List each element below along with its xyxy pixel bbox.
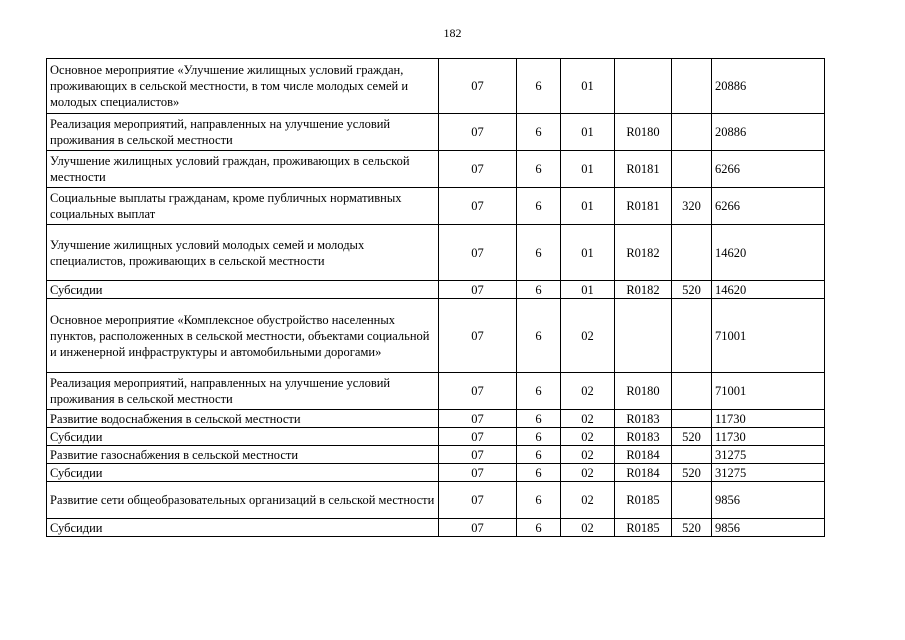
- row-expense-type: [672, 410, 712, 428]
- row-name: Реализация мероприятий, направленных на улучшение условий проживания в сельской местности: [47, 114, 439, 151]
- row-expense-type: 520: [672, 464, 712, 482]
- table-row: [47, 188, 825, 225]
- row-target-code: R0183: [615, 410, 672, 428]
- row-subsection: 6: [517, 151, 561, 188]
- row-amount: 11730: [712, 428, 825, 446]
- row-program: 01: [561, 225, 615, 281]
- row-subsection: 6: [517, 281, 561, 299]
- row-section: 07: [439, 428, 517, 446]
- row-expense-type: [672, 225, 712, 281]
- table-row: [47, 446, 825, 464]
- row-name: Улучшение жилищных условий граждан, проживающих в сельской местности: [47, 151, 439, 188]
- table-row: [47, 281, 825, 299]
- row-section: 07: [439, 410, 517, 428]
- row-amount: 31275: [712, 446, 825, 464]
- row-subsection: 6: [517, 59, 561, 114]
- row-amount: 9856: [712, 519, 825, 537]
- table-row: [47, 482, 825, 519]
- row-expense-type: [672, 299, 712, 373]
- row-section: 07: [439, 114, 517, 151]
- row-amount: 31275: [712, 464, 825, 482]
- row-amount: 71001: [712, 373, 825, 410]
- row-target-code: R0182: [615, 225, 672, 281]
- row-amount: 6266: [712, 151, 825, 188]
- row-program: 01: [561, 151, 615, 188]
- row-name: Субсидии: [47, 464, 439, 482]
- row-subsection: 6: [517, 519, 561, 537]
- row-section: 07: [439, 59, 517, 114]
- row-amount: 9856: [712, 482, 825, 519]
- row-section: 07: [439, 281, 517, 299]
- row-section: 07: [439, 446, 517, 464]
- row-program: 02: [561, 446, 615, 464]
- row-subsection: 6: [517, 482, 561, 519]
- row-section: 07: [439, 519, 517, 537]
- row-name: Субсидии: [47, 281, 439, 299]
- row-expense-type: [672, 446, 712, 464]
- row-name: Социальные выплаты гражданам, кроме публичных нормативных социальных выплат: [47, 188, 439, 225]
- row-program: 02: [561, 373, 615, 410]
- table-row: [47, 151, 825, 188]
- row-target-code: R0181: [615, 151, 672, 188]
- row-expense-type: 520: [672, 281, 712, 299]
- page-number: 182: [443, 26, 462, 40]
- row-section: 07: [439, 373, 517, 410]
- row-program: 02: [561, 410, 615, 428]
- row-expense-type: [672, 373, 712, 410]
- row-target-code: R0180: [615, 114, 672, 151]
- row-subsection: 6: [517, 373, 561, 410]
- row-section: 07: [439, 482, 517, 519]
- table-row: [47, 59, 825, 114]
- row-name: Основное мероприятие «Улучшение жилищных условий граждан, проживающих в сельской местности, в том числе молодых семей и молодых специалистов»: [47, 59, 439, 114]
- row-program: 02: [561, 482, 615, 519]
- row-name: Развитие водоснабжения в сельской местности: [47, 410, 439, 428]
- row-expense-type: 520: [672, 519, 712, 537]
- row-amount: 11730: [712, 410, 825, 428]
- table-row: [47, 428, 825, 446]
- row-target-code: [615, 59, 672, 114]
- row-target-code: R0185: [615, 519, 672, 537]
- row-amount: 71001: [712, 299, 825, 373]
- row-program: 01: [561, 281, 615, 299]
- row-program: 01: [561, 114, 615, 151]
- row-amount: 14620: [712, 281, 825, 299]
- row-subsection: 6: [517, 446, 561, 464]
- row-name: Основное мероприятие «Комплексное обустройство населенных пунктов, расположенных в сельской местности, объектами социальной и инженерной инфраструктуры и автомобильными дорогами»: [47, 299, 439, 373]
- row-name: Улучшение жилищных условий молодых семей и молодых специалистов, проживающих в сельской местности: [47, 225, 439, 281]
- row-target-code: R0182: [615, 281, 672, 299]
- row-name: Развитие сети общеобразовательных организаций в сельской местности: [47, 482, 439, 519]
- row-subsection: 6: [517, 225, 561, 281]
- row-amount: 14620: [712, 225, 825, 281]
- row-program: 02: [561, 519, 615, 537]
- table-row: [47, 114, 825, 151]
- row-program: 02: [561, 464, 615, 482]
- row-section: 07: [439, 464, 517, 482]
- row-name: Реализация мероприятий, направленных на улучшение условий проживания в сельской местности: [47, 373, 439, 410]
- row-subsection: 6: [517, 299, 561, 373]
- row-name: Субсидии: [47, 519, 439, 537]
- row-expense-type: 320: [672, 188, 712, 225]
- row-expense-type: [672, 151, 712, 188]
- row-amount: 20886: [712, 59, 825, 114]
- row-subsection: 6: [517, 114, 561, 151]
- row-section: 07: [439, 299, 517, 373]
- table-row: [47, 299, 825, 373]
- row-target-code: R0180: [615, 373, 672, 410]
- row-subsection: 6: [517, 188, 561, 225]
- row-expense-type: [672, 59, 712, 114]
- budget-table: [46, 58, 825, 537]
- row-amount: 20886: [712, 114, 825, 151]
- row-program: 02: [561, 299, 615, 373]
- row-amount: 6266: [712, 188, 825, 225]
- row-subsection: 6: [517, 410, 561, 428]
- row-section: 07: [439, 151, 517, 188]
- row-subsection: 6: [517, 428, 561, 446]
- row-name: Субсидии: [47, 428, 439, 446]
- table-row: [47, 519, 825, 537]
- row-program: 02: [561, 428, 615, 446]
- table-row: [47, 464, 825, 482]
- table-row: [47, 225, 825, 281]
- row-subsection: 6: [517, 464, 561, 482]
- row-expense-type: [672, 482, 712, 519]
- table-row: [47, 373, 825, 410]
- row-target-code: R0181: [615, 188, 672, 225]
- row-target-code: R0184: [615, 446, 672, 464]
- row-target-code: R0184: [615, 464, 672, 482]
- row-section: 07: [439, 188, 517, 225]
- row-program: 01: [561, 59, 615, 114]
- row-target-code: R0185: [615, 482, 672, 519]
- table-row: [47, 410, 825, 428]
- row-program: 01: [561, 188, 615, 225]
- row-name: Развитие газоснабжения в сельской местности: [47, 446, 439, 464]
- row-section: 07: [439, 225, 517, 281]
- row-target-code: R0183: [615, 428, 672, 446]
- row-target-code: [615, 299, 672, 373]
- row-expense-type: [672, 114, 712, 151]
- row-expense-type: 520: [672, 428, 712, 446]
